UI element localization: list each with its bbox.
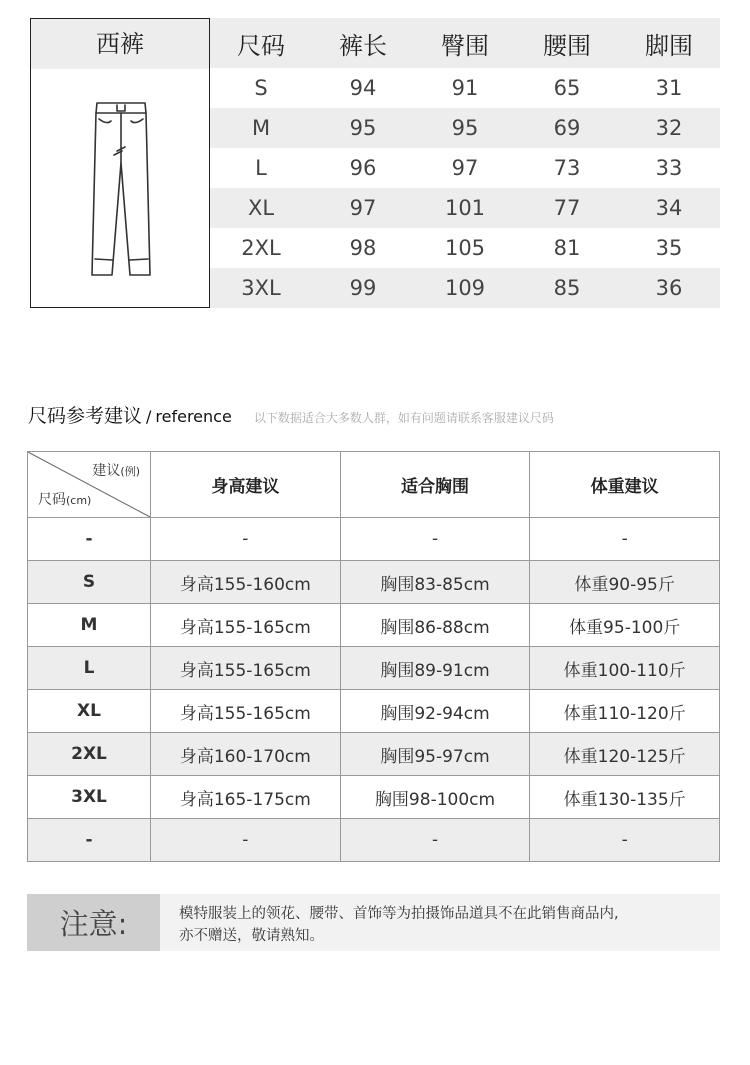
table-cell: 96 — [349, 156, 377, 180]
weight-cell: 体重120-125斤 — [529, 733, 719, 775]
weight-cell: 体重90-95斤 — [529, 561, 719, 603]
table-row — [28, 818, 719, 861]
table-cell: 81 — [553, 236, 581, 260]
weight-cell: 体重100-110斤 — [529, 647, 719, 689]
height-cell: 身高155-165cm — [150, 604, 340, 646]
table-cell: M — [251, 116, 271, 140]
diagonal-header-cell — [28, 452, 150, 517]
trousers-illustration-box — [30, 18, 210, 308]
height-cell: - — [150, 819, 340, 861]
table-cell: L — [255, 156, 267, 180]
notice-box — [27, 894, 720, 951]
table-cell: XL — [247, 196, 275, 220]
notice-line: 模特服装上的领花、腰带、首饰等为拍摄饰品道具不在此销售商品内, — [179, 906, 619, 922]
table-cell: 85 — [553, 276, 581, 300]
reference-note: 以下数据适合大多数人群，如有问题请联系客服建议尺码 — [253, 411, 554, 425]
height-cell: 身高160-170cm — [150, 733, 340, 775]
table-cell: 109 — [444, 276, 486, 300]
chest-cell: 胸围86-88cm — [340, 604, 530, 646]
table-cell: 36 — [655, 276, 683, 300]
trousers-icon — [81, 99, 161, 279]
weight-cell: - — [529, 819, 719, 861]
table-cell: 105 — [444, 236, 486, 260]
table-cell: S — [254, 76, 268, 100]
reference-english: reference — [155, 407, 232, 426]
table-cell: 91 — [451, 76, 479, 100]
header-cell: 脚围 — [645, 31, 693, 60]
table-cell: 34 — [655, 196, 683, 220]
header-cell: 腰围 — [543, 31, 591, 60]
reference-title: 尺码参考建议 — [28, 405, 143, 427]
table-cell: 94 — [349, 76, 377, 100]
table-row — [28, 560, 719, 603]
size-cell: S — [82, 572, 96, 592]
chest-cell: 胸围92-94cm — [340, 690, 530, 732]
table-row — [28, 646, 719, 689]
table-row — [210, 268, 720, 308]
height-cell: 身高155-160cm — [150, 561, 340, 603]
table-cell: 35 — [655, 236, 683, 260]
weight-cell: 体重110-120斤 — [529, 690, 719, 732]
size-cell: - — [85, 529, 93, 549]
table-cell: 97 — [349, 196, 377, 220]
table-cell: 97 — [451, 156, 479, 180]
size-cell: M — [80, 615, 98, 635]
header-cell: 体重建议 — [529, 452, 719, 517]
table-cell: 65 — [553, 76, 581, 100]
recommendation-table-header — [28, 452, 719, 517]
table-cell: 69 — [553, 116, 581, 140]
table-row — [28, 517, 719, 560]
size-cell: 2XL — [71, 744, 107, 764]
size-table-header — [210, 18, 720, 68]
table-cell: 2XL — [241, 236, 281, 260]
table-row — [210, 228, 720, 268]
chest-cell: 胸围95-97cm — [340, 733, 530, 775]
size-table — [210, 18, 720, 308]
header-cell: 裤长 — [339, 31, 387, 60]
table-row — [210, 148, 720, 188]
table-cell: 31 — [655, 76, 683, 100]
table-cell: 77 — [553, 196, 581, 220]
corner-label-suggestion: 建议(例) — [92, 463, 140, 479]
chest-cell: 胸围98-100cm — [340, 776, 530, 818]
reference-separator: / — [146, 407, 152, 426]
size-chart — [30, 18, 720, 308]
notice-label: 注意: — [27, 894, 160, 951]
chest-cell: - — [340, 819, 530, 861]
corner-label-size: 尺码(cm) — [38, 492, 92, 508]
notice-line: 亦不赠送，敬请熟知。 — [179, 928, 324, 944]
table-row — [210, 68, 720, 108]
notice-text — [160, 894, 720, 951]
table-cell: 73 — [553, 156, 581, 180]
size-cell: - — [85, 830, 93, 850]
table-row — [210, 108, 720, 148]
product-type-label: 西裤 — [31, 19, 209, 69]
height-cell: 身高165-175cm — [150, 776, 340, 818]
table-row — [28, 732, 719, 775]
table-cell: 33 — [655, 156, 683, 180]
height-cell: - — [150, 518, 340, 560]
table-cell: 101 — [444, 196, 486, 220]
header-cell: 臀围 — [441, 31, 489, 60]
header-cell: 尺码 — [237, 31, 285, 60]
table-cell: 99 — [349, 276, 377, 300]
table-cell: 32 — [655, 116, 683, 140]
table-cell: 95 — [349, 116, 377, 140]
chest-cell: 胸围89-91cm — [340, 647, 530, 689]
header-cell: 适合胸围 — [340, 452, 530, 517]
chest-cell: - — [340, 518, 530, 560]
table-cell: 95 — [451, 116, 479, 140]
size-cell: XL — [77, 701, 101, 721]
size-cell: L — [83, 658, 95, 678]
height-cell: 身高155-165cm — [150, 647, 340, 689]
height-cell: 身高155-165cm — [150, 690, 340, 732]
size-cell: 3XL — [71, 787, 107, 807]
table-cell: 3XL — [241, 276, 281, 300]
table-row — [210, 188, 720, 228]
weight-cell: 体重95-100斤 — [529, 604, 719, 646]
table-row — [28, 775, 719, 818]
table-row — [28, 603, 719, 646]
recommendation-table — [27, 451, 720, 862]
weight-cell: 体重130-135斤 — [529, 776, 719, 818]
table-row — [28, 689, 719, 732]
reference-heading — [28, 401, 554, 428]
weight-cell: - — [529, 518, 719, 560]
chest-cell: 胸围83-85cm — [340, 561, 530, 603]
header-cell: 身高建议 — [150, 452, 340, 517]
table-cell: 98 — [349, 236, 377, 260]
